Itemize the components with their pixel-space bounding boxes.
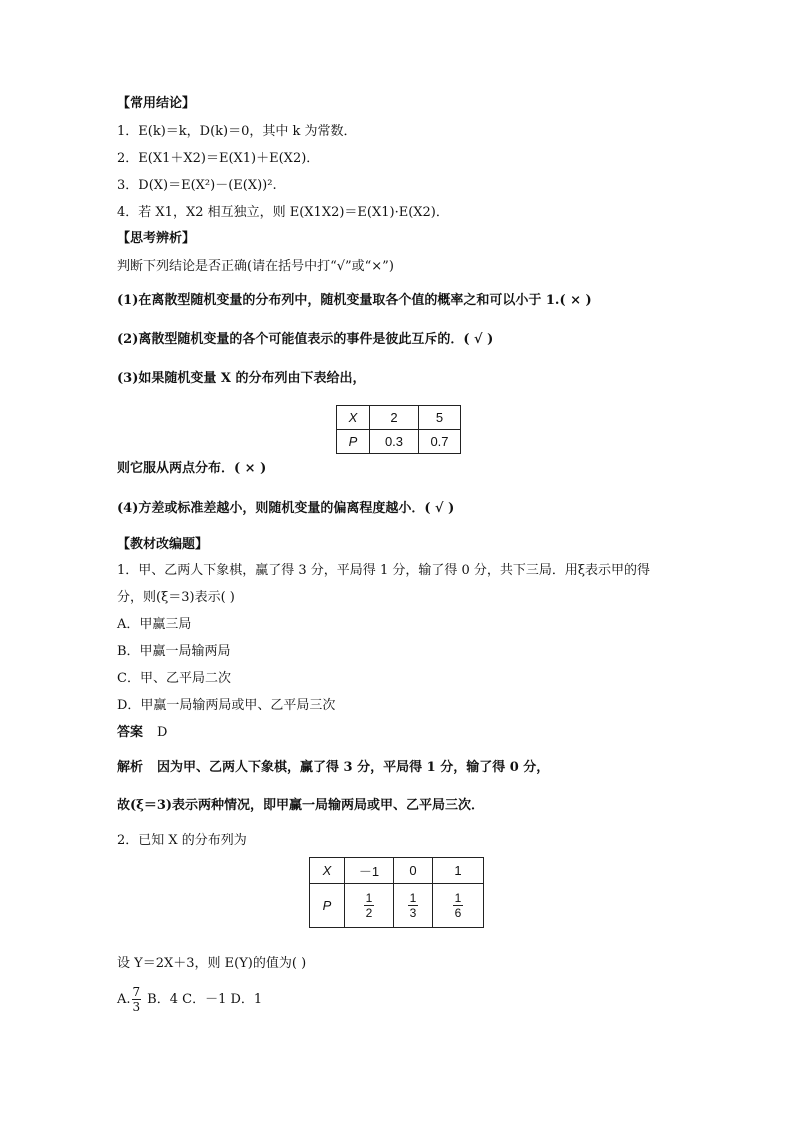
- problem-1-option-c: C．甲、乙平局二次: [117, 671, 231, 686]
- table2-header-p: P: [310, 884, 345, 928]
- conclusion-1-num: 1．: [117, 124, 139, 139]
- conclusion-3: [117, 177, 277, 195]
- table2-cell: [345, 884, 394, 928]
- thinking-q3-intro: (3)如果随机变量 X 的分布列由下表给出，: [117, 371, 366, 386]
- conclusion-2: [117, 150, 319, 168]
- conclusion-3-text: D(X)＝E(X²)－(E(X))².: [138, 178, 277, 193]
- conclusion-1-text: E(k)＝k，D(k)＝0，其中 k 为常数．: [138, 124, 357, 139]
- problem-1-option-a: A．甲赢三局: [117, 617, 192, 632]
- table2-cell: 1: [433, 858, 484, 884]
- problem-1-option-b: B．甲赢一局输两局: [117, 644, 231, 659]
- thinking-q1: (1)在离散型随机变量的分布列中，随机变量取各个值的概率之和可以小于 1.( × ): [117, 293, 592, 308]
- table1-cell: 0.3: [370, 430, 419, 454]
- answer-value: D: [157, 725, 168, 740]
- table2-cell: [394, 884, 433, 928]
- conclusions-header: 【常用结论】: [117, 96, 196, 111]
- option-a-label: A.: [117, 992, 131, 1007]
- problem-1-line-1: 1．甲、乙两人下象棋，赢了得 3 分，平局得 1 分，输了得 0 分，共下三局．用ξ表示甲的得: [117, 563, 651, 578]
- analysis-text-1: 因为甲、乙两人下象棋，赢了得 3 分，平局得 1 分，输了得 0 分，: [157, 760, 550, 775]
- conclusion-3-num: 3．: [117, 178, 139, 193]
- distribution-table-1: [336, 405, 461, 454]
- conclusion-2-text: E(X1＋X2)＝E(X1)＋E(X2)．: [138, 151, 320, 166]
- problem-2-intro: 2．已知 X 的分布列为: [117, 833, 247, 848]
- conclusion-4-text: 若 X1，X2 相互独立，则 E(X1X2)＝E(X1)·E(X2)．: [138, 205, 449, 220]
- conclusion-4-num: 4．: [117, 205, 139, 220]
- problem-2-question: 设 Y＝2X＋3，则 E(Y)的值为( ): [117, 956, 307, 971]
- problem-2-options: [117, 983, 262, 1017]
- thinking-instruction: 判断下列结论是否正确(请在括号中打“√”或“×”): [117, 259, 394, 274]
- problem-1-line-2: 分，则(ξ＝3)表示( ): [117, 590, 235, 605]
- table1-cell: 5: [419, 406, 461, 430]
- table1-header-x: X: [337, 406, 370, 430]
- conclusion-1: [117, 123, 357, 141]
- answer-label: 答案: [117, 725, 144, 740]
- analysis-label: 解析: [117, 760, 144, 775]
- fraction-one-third: $\frac{1}{3}$: [409, 891, 417, 920]
- table2-cell: [433, 884, 484, 928]
- distribution-table-2: [309, 857, 484, 928]
- textbook-header: 【教材改编题】: [117, 537, 209, 552]
- table2-header-x: X: [310, 858, 345, 884]
- table1-header-p: P: [337, 430, 370, 454]
- fraction-one-sixth: $\frac{1}{6}$: [454, 891, 462, 920]
- conclusion-2-num: 2．: [117, 151, 139, 166]
- answer-line: [117, 724, 167, 742]
- thinking-q2: (2)离散型随机变量的各个可能值表示的事件是彼此互斥的．( √ ): [117, 332, 494, 347]
- table2-cell: －1: [345, 858, 394, 884]
- problem-1-option-d: D．甲赢一局输两局或甲、乙平局三次: [117, 698, 336, 713]
- thinking-q3-tail: 则它服从两点分布．( × ): [117, 461, 267, 476]
- table1-cell: 2: [370, 406, 419, 430]
- analysis-line-2: 故(ξ＝3)表示两种情况，即甲赢一局输两局或甲、乙平局三次．: [117, 798, 485, 813]
- table1-cell: 0.7: [419, 430, 461, 454]
- analysis-line-1: [117, 759, 549, 777]
- thinking-header: 【思考辨析】: [117, 231, 196, 246]
- fraction-seven-thirds: $\frac{7}{3}$: [132, 985, 141, 1014]
- conclusion-4: [117, 204, 449, 222]
- table2-cell: 0: [394, 858, 433, 884]
- fraction-one-half: $\frac{1}{2}$: [365, 891, 373, 920]
- options-rest: B．4 C．－1 D．1: [147, 992, 263, 1007]
- thinking-q4: (4)方差或标准差越小，则随机变量的偏离程度越小．( √ ): [117, 501, 455, 516]
